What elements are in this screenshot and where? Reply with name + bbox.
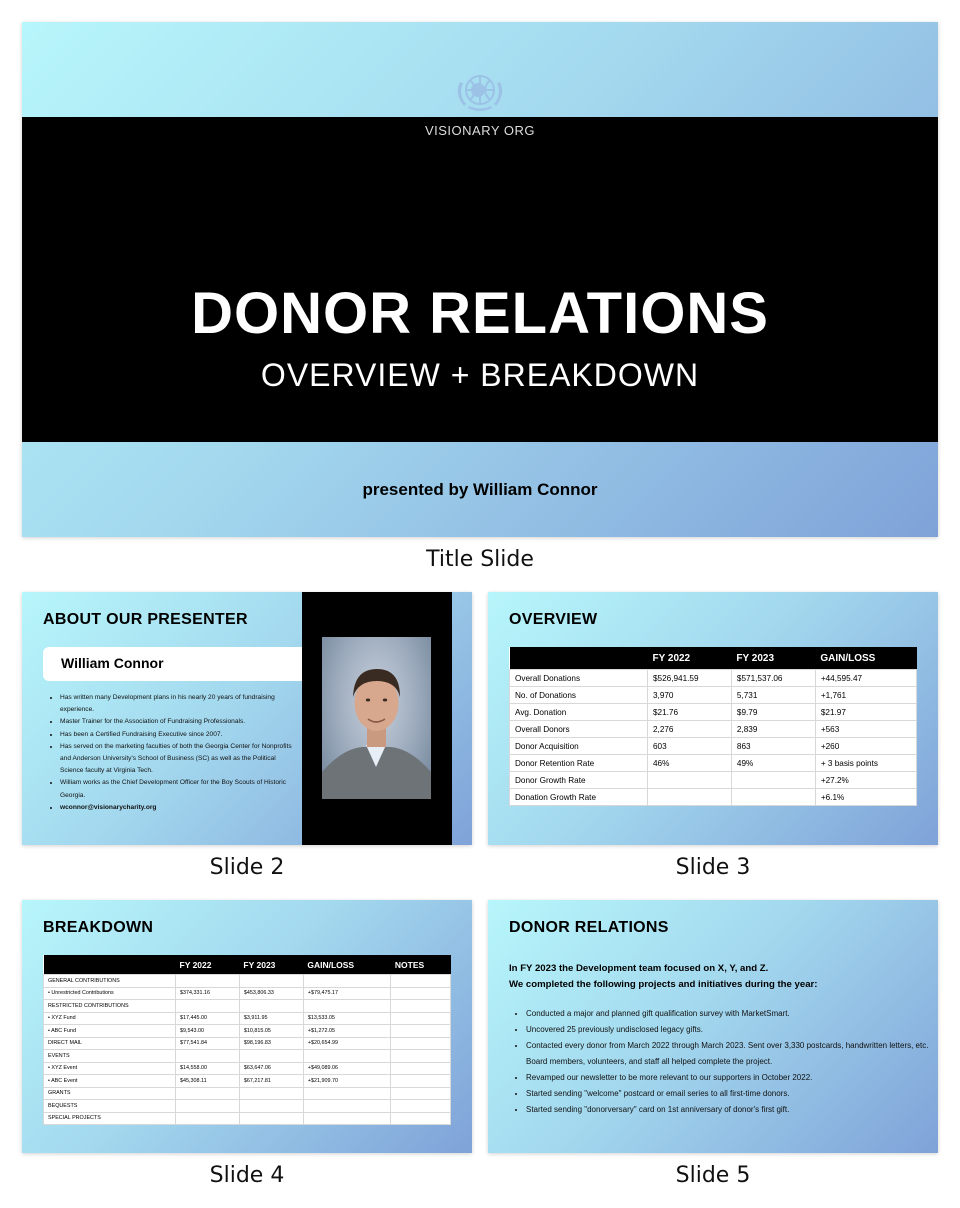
table-row <box>44 1012 451 1025</box>
column-header: GAIN/LOSS <box>815 647 916 670</box>
table-cell <box>391 1075 451 1088</box>
slide-2[interactable] <box>22 592 472 845</box>
table-cell <box>391 1087 451 1100</box>
title-slide[interactable] <box>22 22 938 537</box>
table-cell: +260 <box>815 738 916 755</box>
table-cell: $9.79 <box>731 704 815 721</box>
list-item: • Started sending "donorversary" card on 1st anniversary of donor's first gift. <box>526 1102 936 1118</box>
table-cell: $571,537.06 <box>731 670 815 687</box>
table-row <box>510 670 917 687</box>
table-row <box>44 1050 451 1063</box>
presenter-name: William Connor <box>61 655 164 671</box>
column-header: FY 2023 <box>731 647 815 670</box>
presenter-email: • wconnor@visionarycharity.org <box>60 802 300 814</box>
list-item: • Master Trainer for the Association of Fundraising Professionals. <box>60 716 300 728</box>
table-cell: +$20,654.99 <box>303 1037 391 1050</box>
table-cell <box>239 975 303 988</box>
list-item: • Conducted a major and planned gift qualification survey with MarketSmart. <box>526 1006 936 1022</box>
table-cell: GENERAL CONTRIBUTIONS <box>44 975 176 988</box>
list-item: • Started sending "welcome" postcard or email series to all first-time donors. <box>526 1086 936 1102</box>
table-cell: $14,558.00 <box>176 1062 240 1075</box>
table-cell: +27.2% <box>815 772 916 789</box>
table-cell <box>648 772 732 789</box>
table-row <box>44 1100 451 1113</box>
table-cell: $3,911.95 <box>239 1012 303 1025</box>
table-cell <box>176 975 240 988</box>
table-cell: No. of Donations <box>510 687 648 704</box>
table-cell <box>391 1112 451 1125</box>
table-cell <box>391 975 451 988</box>
table-row <box>44 987 451 1000</box>
intro-line-2: We completed the following projects and initiatives during the year: <box>509 978 818 990</box>
column-header: GAIN/LOSS <box>303 955 391 975</box>
table-cell: Donation Growth Rate <box>510 789 648 806</box>
deck-title: DONOR RELATIONS <box>191 281 769 346</box>
table-cell: • ABC Fund <box>44 1025 176 1038</box>
table-cell: SPECIAL PROJECTS <box>44 1112 176 1125</box>
table-cell: + 3 basis points <box>815 755 916 772</box>
presenter-name-box <box>43 647 302 681</box>
table-cell <box>391 1100 451 1113</box>
overview-table <box>509 647 917 806</box>
table-cell: $374,331.16 <box>176 987 240 1000</box>
column-header: NOTES <box>391 955 451 975</box>
table-cell: $526,941.59 <box>648 670 732 687</box>
list-item: • Uncovered 25 previously undisclosed legacy gifts. <box>526 1022 936 1038</box>
slide-heading: DONOR RELATIONS <box>509 919 669 936</box>
table-row <box>44 1037 451 1050</box>
table-cell <box>239 1112 303 1125</box>
table-row <box>44 975 451 988</box>
list-item: • Has served on the marketing faculties of both the Georgia Center for Nonprofits and Anderson University's School of Business (SC) as well as the Political Science faculty at Virginia Tech. <box>60 741 300 778</box>
intro-line-1: In FY 2023 the Development team focused on X, Y, and Z. <box>509 963 769 974</box>
table-cell: 3,970 <box>648 687 732 704</box>
table-cell: $453,806.33 <box>239 987 303 1000</box>
table-cell <box>391 1000 451 1013</box>
table-cell: BEQUESTS <box>44 1100 176 1113</box>
table-cell <box>303 1100 391 1113</box>
table-row <box>44 1062 451 1075</box>
column-header <box>44 955 176 975</box>
table-cell <box>391 987 451 1000</box>
initiatives-list <box>514 1006 936 1118</box>
table-cell <box>176 1100 240 1113</box>
table-cell: +44,595.47 <box>815 670 916 687</box>
table-cell <box>239 1000 303 1013</box>
table-cell: $77,541.84 <box>176 1037 240 1050</box>
table-cell: +$79,475.17 <box>303 987 391 1000</box>
table-cell: $67,217.81 <box>239 1075 303 1088</box>
table-cell: +563 <box>815 721 916 738</box>
table-cell: 49% <box>731 755 815 772</box>
table-row <box>44 1025 451 1038</box>
list-item: • Contacted every donor from March 2022 through March 2023. Sent over 3,330 postcards, handwritten letters, etc. Board members, volunteers, and staff all helped complete the project. <box>526 1038 936 1070</box>
table-cell <box>391 1012 451 1025</box>
table-cell <box>239 1050 303 1063</box>
table-cell: +$1,272.05 <box>303 1025 391 1038</box>
table-cell <box>239 1087 303 1100</box>
table-cell: • ABC Event <box>44 1075 176 1088</box>
caption-slide-5: Slide 5 <box>675 1163 751 1188</box>
table-row <box>44 1000 451 1013</box>
table-cell: $45,308.11 <box>176 1075 240 1088</box>
slide-heading: ABOUT OUR PRESENTER <box>43 611 248 628</box>
table-cell: GRANTS <box>44 1087 176 1100</box>
table-cell: Donor Retention Rate <box>510 755 648 772</box>
column-header: FY 2022 <box>176 955 240 975</box>
table-cell: EVENTS <box>44 1050 176 1063</box>
table-cell: • XYZ Event <box>44 1062 176 1075</box>
presenter-photo <box>322 637 431 799</box>
table-row <box>510 772 917 789</box>
table-cell: $21.97 <box>815 704 916 721</box>
list-item: • William works as the Chief Development Officer for the Boy Scouts of Historic Georgia. <box>60 777 300 801</box>
deck-subtitle: OVERVIEW + BREAKDOWN <box>260 357 700 393</box>
table-cell <box>176 1050 240 1063</box>
table-cell: RESTRICTED CONTRIBUTIONS <box>44 1000 176 1013</box>
table-cell: 46% <box>648 755 732 772</box>
presenter-line: presented by William Connor <box>362 480 598 499</box>
table-cell <box>239 1100 303 1113</box>
table-cell: $21.76 <box>648 704 732 721</box>
table-row <box>510 755 917 772</box>
org-name: VISIONARY ORG <box>424 123 536 138</box>
table-cell: 2,276 <box>648 721 732 738</box>
table-cell <box>731 772 815 789</box>
table-cell <box>731 789 815 806</box>
table-cell: +$21,909.70 <box>303 1075 391 1088</box>
table-cell: $9,543.00 <box>176 1025 240 1038</box>
table-cell: +6.1% <box>815 789 916 806</box>
table-cell <box>648 789 732 806</box>
globe-wreath-logo-icon <box>450 68 510 118</box>
column-header: FY 2022 <box>648 647 732 670</box>
column-header <box>510 647 648 670</box>
table-cell: Donor Growth Rate <box>510 772 648 789</box>
table-cell: Overall Donors <box>510 721 648 738</box>
presenter-bio-list <box>48 692 300 814</box>
table-cell <box>303 1000 391 1013</box>
list-item: • Has been a Certified Fundraising Executive since 2007. <box>60 729 300 741</box>
table-cell: 5,731 <box>731 687 815 704</box>
intro-text <box>509 961 919 992</box>
table-cell <box>176 1087 240 1100</box>
slide-5[interactable] <box>488 900 938 1153</box>
slide-3[interactable] <box>488 592 938 845</box>
list-item: • Revamped our newsletter to be more relevant to our supporters in October 2022. <box>526 1070 936 1086</box>
table-cell: Donor Acquisition <box>510 738 648 755</box>
caption-slide-4: Slide 4 <box>209 1163 285 1188</box>
table-cell <box>391 1037 451 1050</box>
list-item: • Has written many Development plans in his nearly 20 years of fundraising experience. <box>60 692 300 716</box>
table-row <box>510 721 917 738</box>
slide-heading: OVERVIEW <box>509 611 598 628</box>
table-cell <box>176 1000 240 1013</box>
table-row <box>44 1075 451 1088</box>
table-cell: $13,533.05 <box>303 1012 391 1025</box>
table-cell: +1,761 <box>815 687 916 704</box>
table-cell: $63,647.06 <box>239 1062 303 1075</box>
table-cell: $98,196.83 <box>239 1037 303 1050</box>
caption-slide-2: Slide 2 <box>209 855 285 880</box>
table-cell <box>303 1087 391 1100</box>
table-cell <box>391 1062 451 1075</box>
table-cell <box>176 1112 240 1125</box>
table-cell <box>303 975 391 988</box>
table-row <box>510 738 917 755</box>
table-row <box>510 789 917 806</box>
table-cell: $17,445.00 <box>176 1012 240 1025</box>
table-cell <box>303 1112 391 1125</box>
table-cell: +$49,089.06 <box>303 1062 391 1075</box>
table-cell: • XYZ Fund <box>44 1012 176 1025</box>
slide-heading: BREAKDOWN <box>43 919 154 936</box>
column-header: FY 2023 <box>239 955 303 975</box>
table-row <box>44 1112 451 1125</box>
table-row <box>510 687 917 704</box>
table-row <box>44 1087 451 1100</box>
table-cell: Overall Donations <box>510 670 648 687</box>
table-cell <box>303 1050 391 1063</box>
table-cell: $10,815.05 <box>239 1025 303 1038</box>
table-cell <box>391 1050 451 1063</box>
table-row <box>510 704 917 721</box>
table-cell: 603 <box>648 738 732 755</box>
table-cell: • Unrestricted Contributions <box>44 987 176 1000</box>
table-cell: Avg. Donation <box>510 704 648 721</box>
caption-slide-3: Slide 3 <box>675 855 751 880</box>
caption-title-slide: Title Slide <box>426 547 534 572</box>
table-cell: DIRECT MAIL <box>44 1037 176 1050</box>
table-cell: 863 <box>731 738 815 755</box>
table-cell <box>391 1025 451 1038</box>
table-cell: 2,839 <box>731 721 815 738</box>
slide-4[interactable] <box>22 900 472 1153</box>
breakdown-table <box>43 955 451 1125</box>
